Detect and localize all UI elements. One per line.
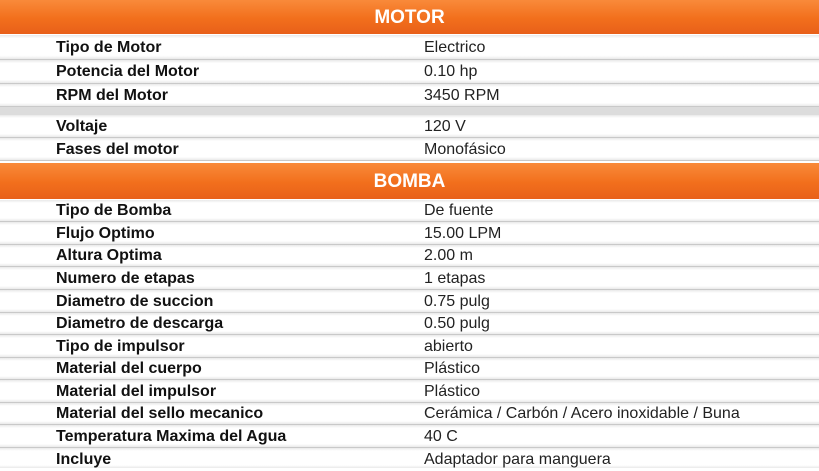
- spec-value: 15.00 LPM: [424, 225, 502, 242]
- spec-row: [0, 313, 819, 335]
- bomba-section-title: BOMBA: [373, 171, 446, 192]
- spec-label: Material del sello mecanico: [56, 405, 264, 422]
- spec-label: Diametro de descarga: [56, 315, 224, 332]
- spec-label: Flujo Optimo: [56, 225, 155, 242]
- spec-row: [0, 222, 819, 245]
- spec-label: Tipo de Bomba: [56, 202, 172, 219]
- spec-row: [0, 267, 819, 290]
- spec-value: Monofásico: [424, 141, 506, 158]
- row-divider-band: [0, 107, 819, 115]
- spec-value: 0.75 pulg: [424, 293, 490, 310]
- spec-row: [0, 115, 819, 138]
- spec-label: Material del cuerpo: [56, 360, 202, 377]
- spec-row: [0, 35, 819, 60]
- spec-row: [0, 403, 819, 425]
- spec-value: De fuente: [424, 202, 494, 219]
- spec-label: Altura Optima: [56, 247, 162, 264]
- motor-section-title: MOTOR: [374, 7, 445, 28]
- spec-label: Voltaje: [56, 118, 108, 135]
- spec-row: [0, 84, 819, 107]
- spec-row: [0, 335, 819, 358]
- motor-section-header: [0, 0, 819, 34]
- spec-label: Fases del motor: [56, 141, 179, 158]
- spec-value: 120 V: [424, 118, 466, 135]
- spec-label: Numero de etapas: [56, 270, 195, 287]
- spec-row: [0, 200, 819, 222]
- spec-label: Incluye: [56, 451, 112, 468]
- spec-value: 1 etapas: [424, 270, 486, 287]
- spec-value: 0.50 pulg: [424, 315, 490, 332]
- spec-value: Adaptador para manguera: [424, 451, 611, 468]
- spec-value: abierto: [424, 338, 473, 355]
- spec-label: Material del impulsor: [56, 383, 217, 400]
- spec-label: RPM del Motor: [56, 87, 168, 104]
- spec-value: 40 C: [424, 428, 458, 445]
- spec-label: Potencia del Motor: [56, 63, 200, 80]
- bomba-section-header: [0, 163, 819, 199]
- spec-row: [0, 138, 819, 161]
- spec-value: Plástico: [424, 383, 481, 400]
- spec-row: [0, 60, 819, 84]
- spec-label: Tipo de impulsor: [56, 338, 185, 355]
- spec-label: Temperatura Maxima del Agua: [56, 428, 287, 445]
- spec-row: [0, 290, 819, 313]
- spec-row: [0, 448, 819, 468]
- spec-value: 0.10 hp: [424, 63, 478, 80]
- spec-value: 3450 RPM: [424, 87, 500, 104]
- spec-value: 2.00 m: [424, 247, 473, 264]
- spec-value: Electrico: [424, 39, 486, 56]
- spec-value: Cerámica / Carbón / Acero inoxidable / Buna: [424, 405, 740, 422]
- spec-row: [0, 425, 819, 448]
- spec-row: [0, 380, 819, 403]
- spec-label: Diametro de succion: [56, 293, 214, 310]
- spec-row: [0, 245, 819, 267]
- spec-value: Plástico: [424, 360, 481, 377]
- spec-label: Tipo de Motor: [56, 39, 162, 56]
- spec-row: [0, 358, 819, 380]
